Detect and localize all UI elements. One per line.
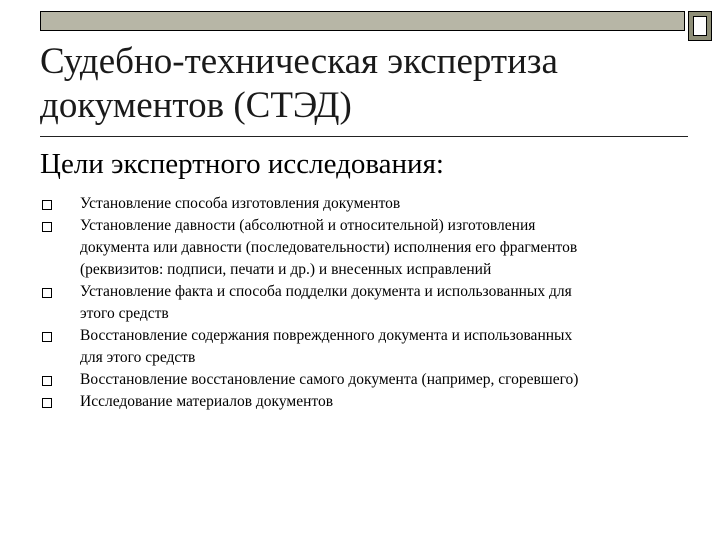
bullet-text-line: Восстановление содержания поврежденного документа и использованных [80,327,573,344]
hollow-square-bullet-icon [42,222,52,232]
goals-bullet-list [40,193,680,413]
bullet-item [40,369,680,391]
slide-title-line-2: документов (СТЭД) [40,85,352,126]
bullet-item [40,215,680,281]
bullet-item [40,391,680,413]
slide-subtitle: Цели экспертного исследования: [40,148,444,180]
bullet-item [40,193,680,215]
bullet-text-line: документа или давности (последовательности) исполнения его фрагментов [80,239,578,256]
slide-title-line-1: Судебно-техническая экспертиза [40,41,558,82]
decorative-top-bar [40,11,685,31]
slide-title [40,40,660,128]
bullet-text-line: для этого средств [80,349,196,366]
hollow-square-bullet-icon [42,376,52,386]
hollow-square-bullet-icon [42,200,52,210]
bullet-text-line: Исследование материалов документов [80,393,334,410]
bullet-text-line: Установление факта и способа подделки документа и использованных для [80,283,572,300]
corner-inner-square [693,16,707,36]
bullet-text-line: Восстановление восстановление самого документа (например, сгоревшего) [80,371,579,388]
title-divider [40,136,688,137]
hollow-square-bullet-icon [42,332,52,342]
bullet-text-line: Установление способа изготовления документов [80,195,401,212]
hollow-square-bullet-icon [42,398,52,408]
bullet-item [40,281,680,325]
bullet-item [40,325,680,369]
bullet-text-line: Установление давности (абсолютной и относительной) изготовления [80,217,536,234]
decorative-corner-square-icon [688,11,712,41]
bullet-text-line: этого средств [80,305,169,322]
hollow-square-bullet-icon [42,288,52,298]
bullet-text-line: (реквизитов: подписи, печати и др.) и внесенных исправлений [80,261,492,278]
